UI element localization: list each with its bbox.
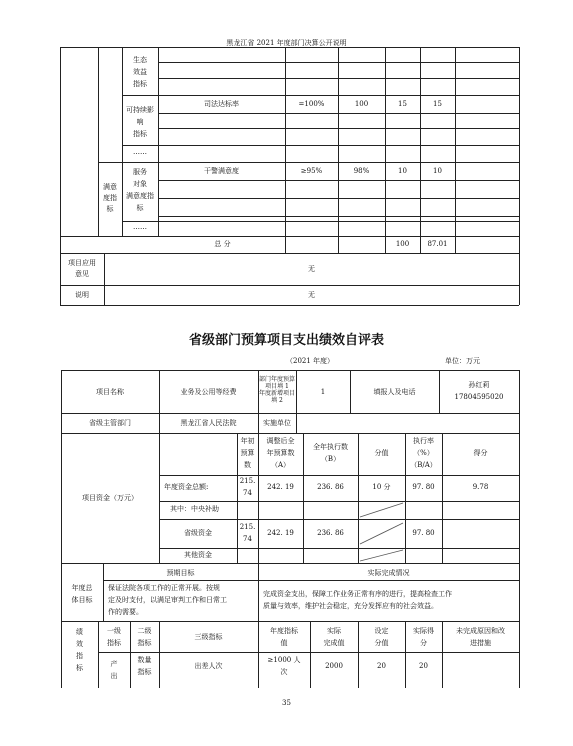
fund-row-provincial-adjusted: 242. 19 — [267, 529, 294, 537]
slash-cell-provincial-score — [358, 519, 405, 548]
hdr-rate-3: （B/A） — [410, 461, 437, 469]
hdr-adjusted-3: （A） — [270, 461, 291, 469]
dept-value: 黑龙江省人民法院 — [180, 419, 237, 427]
actual-text-1: 完成资金支出，保障工作业务正常有序的进行，提高检查工作 — [263, 590, 452, 598]
perf-row-actual: 2000 — [325, 662, 343, 670]
goal-label-1: 年度总 — [71, 584, 93, 592]
hdr-adjusted-1: 调整后全 — [266, 437, 295, 445]
note-value: 无 — [308, 291, 315, 299]
project-code-label-2: 项目填 1 — [265, 383, 289, 390]
hdr-annual-2: 预算 — [240, 449, 255, 457]
perf-row-level1-2: 出 — [110, 672, 118, 680]
sustain-label-1: 可持续影 — [126, 106, 154, 114]
ecology-label-3: 指标 — [133, 80, 147, 88]
project-code-label-4: 填 2 — [271, 397, 283, 404]
sustain-label-2: 响 — [136, 118, 144, 126]
fund-row-provincial-annual-2: 74 — [243, 535, 252, 543]
perf-row-level1-1: 产 — [110, 660, 118, 668]
perf-hdr-level1-2: 指标 — [107, 639, 121, 647]
opinion-label-1: 项目应用 — [68, 259, 96, 267]
project-code-label-3: 年度新增项目 — [258, 390, 295, 397]
perf-row-weight: 20 — [377, 662, 386, 670]
ecology-label-1: 生态 — [133, 56, 147, 64]
fund-row-total-label: 年度资金总额: — [164, 483, 209, 491]
service-item-actual: 98% — [353, 167, 370, 175]
perf-row-level3: 出差人次 — [194, 662, 223, 670]
perf-label-3: 指 — [76, 652, 83, 660]
perf-label-2: 效 — [76, 640, 83, 648]
perf-hdr-target-1: 年度指标 — [270, 627, 298, 635]
perf-hdr-actual-2: 完成值 — [323, 639, 345, 647]
sustain-item-score: 15 — [433, 100, 442, 108]
project-name-label: 项目名称 — [96, 388, 124, 396]
ellipsis-1: …… — [133, 148, 147, 156]
sustain-item-actual: 100 — [354, 100, 369, 108]
fund-row-other-label: 其他资金 — [184, 551, 212, 559]
filler-name: 孙红莉 — [468, 381, 490, 389]
slash-cell-central-score — [358, 501, 405, 519]
expected-text-2: 定及时支付，以满足审判工作和日常工 — [108, 596, 227, 604]
actual-label: 实际完成情况 — [367, 569, 410, 577]
goal-label-2: 体目标 — [71, 596, 93, 604]
form-year: （2021 年度） — [286, 357, 335, 365]
actual-text-2: 质量与效率，维护社会稳定，充分发挥应有的社会效益。 — [263, 602, 438, 610]
service-item-target: ≥95% — [300, 167, 323, 175]
page-number: 35 — [282, 699, 291, 707]
filler-phone: 17804595020 — [454, 393, 504, 401]
service-item-score: 10 — [433, 167, 442, 175]
opinion-value: 无 — [308, 265, 315, 273]
perf-hdr-level1-1: 一级 — [107, 627, 121, 635]
hdr-annual-3: 数 — [244, 461, 251, 469]
perf-label-1: 绩 — [76, 628, 83, 636]
satisfaction-label-2: 度指 — [103, 194, 117, 202]
slash-cell-other-score — [358, 548, 405, 563]
hdr-annual-1: 年初 — [240, 437, 255, 445]
impl-label: 实施单位 — [263, 419, 291, 427]
ellipsis-2: …… — [133, 223, 147, 231]
perf-hdr-actual-1: 实际 — [327, 627, 341, 635]
project-name-value: 业务及公用等经费 — [180, 388, 237, 396]
total-score: 87.01 — [427, 240, 448, 248]
funds-label: 项目资金（万元） — [82, 494, 138, 502]
hdr-rate-1: 执行率 — [413, 437, 434, 445]
dept-label: 省级主管部门 — [89, 419, 131, 427]
fund-row-total-annual-1: 215. — [239, 477, 256, 485]
note-label: 说明 — [75, 291, 89, 299]
perf-hdr-level3: 三级指标 — [194, 633, 223, 641]
fund-row-total-annual-2: 74 — [243, 489, 252, 497]
fund-row-total-adjusted: 242. 19 — [267, 483, 294, 491]
project-code-label-1: 部门年度预算 — [258, 376, 295, 383]
perf-hdr-level2-1: 二级 — [137, 627, 152, 635]
perf-hdr-weight-2: 分值 — [374, 639, 389, 647]
service-label-1: 服务 — [133, 168, 147, 176]
fund-row-provincial-annual-1: 215. — [239, 523, 256, 531]
service-label-3: 满意度指 — [126, 192, 154, 200]
perf-label-4: 标 — [76, 664, 83, 672]
filler-label: 填报人及电话 — [373, 388, 416, 396]
perf-row-level2-2: 指标 — [137, 668, 152, 676]
perf-hdr-target-2: 值 — [280, 639, 288, 647]
fund-row-provincial-rate: 97. 80 — [412, 529, 435, 537]
perf-hdr-score-1: 实际得 — [413, 627, 434, 635]
fund-row-provincial-executed: 236. 86 — [317, 529, 344, 537]
fund-row-central-label: 其中：中央补助 — [170, 505, 219, 513]
total-weight: 100 — [395, 240, 410, 248]
ecology-label-2: 效益 — [133, 68, 147, 76]
hdr-score-value: 分值 — [374, 449, 389, 457]
fund-row-total-executed: 236. 86 — [317, 483, 344, 491]
expected-label: 预期目标 — [166, 569, 195, 577]
perf-row-score: 20 — [419, 662, 428, 670]
opinion-label-2: 意见 — [75, 270, 89, 278]
perf-row-target-2: 次 — [280, 668, 288, 676]
form-title: 省级部门预算项目支出绩效自评表 — [188, 333, 384, 348]
fund-row-provincial-label: 省级资金 — [184, 529, 212, 537]
satisfaction-label-3: 标 — [106, 205, 114, 213]
sustain-item-target: =100% — [298, 100, 325, 108]
hdr-adjusted-2: 年预算数 — [266, 449, 295, 457]
hdr-score: 得分 — [473, 449, 488, 457]
service-label-2: 对象 — [133, 180, 147, 188]
perf-row-target-1: ≥1000 人 — [267, 656, 301, 664]
fund-row-total-score-value: 10 分 — [372, 483, 391, 491]
total-label: 总 分 — [214, 240, 231, 248]
service-item-name: 干警满意度 — [204, 167, 239, 175]
hdr-executed-1: 全年执行数 — [313, 443, 348, 451]
perf-hdr-reason-2: 进措施 — [470, 639, 491, 647]
fund-row-total-score: 9.78 — [472, 483, 489, 491]
perf-hdr-level2-2: 指标 — [137, 639, 152, 647]
expected-text-1: 保证法院各项工作的正常开展。按规 — [108, 584, 220, 592]
perf-hdr-score-2: 分 — [420, 639, 427, 647]
hdr-executed-2: （B） — [320, 455, 341, 463]
service-label-4: 标 — [136, 204, 144, 212]
project-code-value: 1 — [320, 388, 326, 396]
sustain-label-3: 指标 — [133, 130, 147, 138]
page-header: 黑龙江省 2021 年度部门决算公开说明 — [226, 39, 347, 47]
perf-hdr-weight-1: 设定 — [374, 627, 389, 635]
satisfaction-label-1: 满意 — [103, 183, 117, 191]
sustain-item-name: 司法达标率 — [204, 100, 239, 108]
form-unit: 单位：万元 — [445, 357, 480, 365]
perf-hdr-reason-1: 未完成原因和改 — [456, 627, 505, 635]
service-item-weight: 10 — [398, 167, 407, 175]
hdr-rate-2: （%） — [413, 449, 434, 457]
sustain-item-weight: 15 — [398, 100, 407, 108]
fund-row-total-rate: 97. 80 — [412, 483, 435, 491]
perf-row-level2-1: 数量 — [137, 656, 152, 664]
expected-text-3: 作的需要。 — [108, 608, 143, 616]
